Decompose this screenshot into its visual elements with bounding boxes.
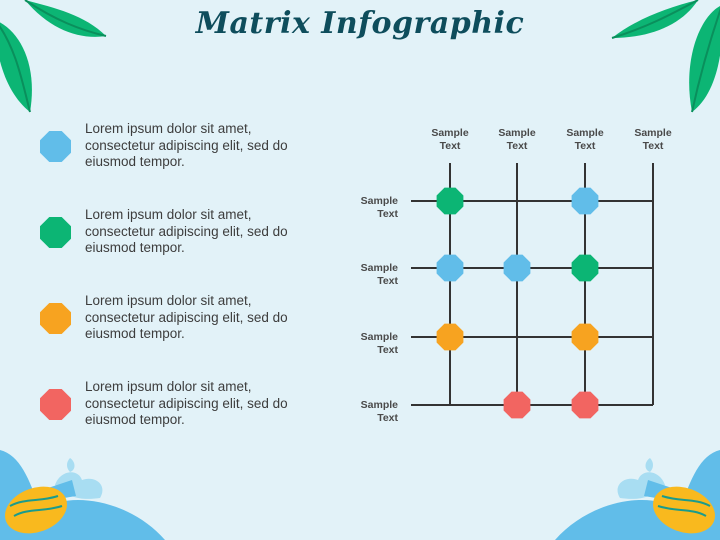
row-label: Sample Text xyxy=(360,331,398,356)
legend-text: Lorem ipsum dolor sit amet, consectetur adipiscing elit, sed do eiusmod tempor. xyxy=(85,293,288,341)
marker-orange-octagon xyxy=(437,324,464,351)
marker-red-octagon xyxy=(572,392,599,419)
legend-text: Lorem ipsum dolor sit amet, consectetur adipiscing elit, sed do eiusmod tempor. xyxy=(85,121,288,169)
marker-green-octagon xyxy=(572,255,599,282)
water-splash-right-icon xyxy=(550,440,720,540)
water-splash-left-icon xyxy=(0,440,170,540)
leaf-top-left-icon xyxy=(0,0,110,120)
marker-blue-octagon xyxy=(437,255,464,282)
marker-orange-octagon xyxy=(572,324,599,351)
page-title: Matrix Infographic xyxy=(195,6,525,41)
leaf-top-right-icon xyxy=(610,0,720,120)
marker-blue-octagon xyxy=(572,188,599,215)
row-label: Sample Text xyxy=(360,262,398,287)
row-label: Sample Text xyxy=(360,195,398,220)
column-label: Sample Text xyxy=(566,127,604,152)
row-label: Sample Text xyxy=(360,399,398,424)
marker-red-octagon xyxy=(504,392,531,419)
legend-text: Lorem ipsum dolor sit amet, consectetur adipiscing elit, sed do eiusmod tempor. xyxy=(85,207,288,255)
row-labels xyxy=(361,195,399,424)
marker-green-octagon xyxy=(437,188,464,215)
column-label: Sample Text xyxy=(634,127,672,152)
column-label: Sample Text xyxy=(431,127,469,152)
column-label: Sample Text xyxy=(498,127,536,152)
marker-blue-octagon xyxy=(504,255,531,282)
column-labels xyxy=(431,127,672,152)
legend-text: Lorem ipsum dolor sit amet, consectetur adipiscing elit, sed do eiusmod tempor. xyxy=(85,379,288,427)
